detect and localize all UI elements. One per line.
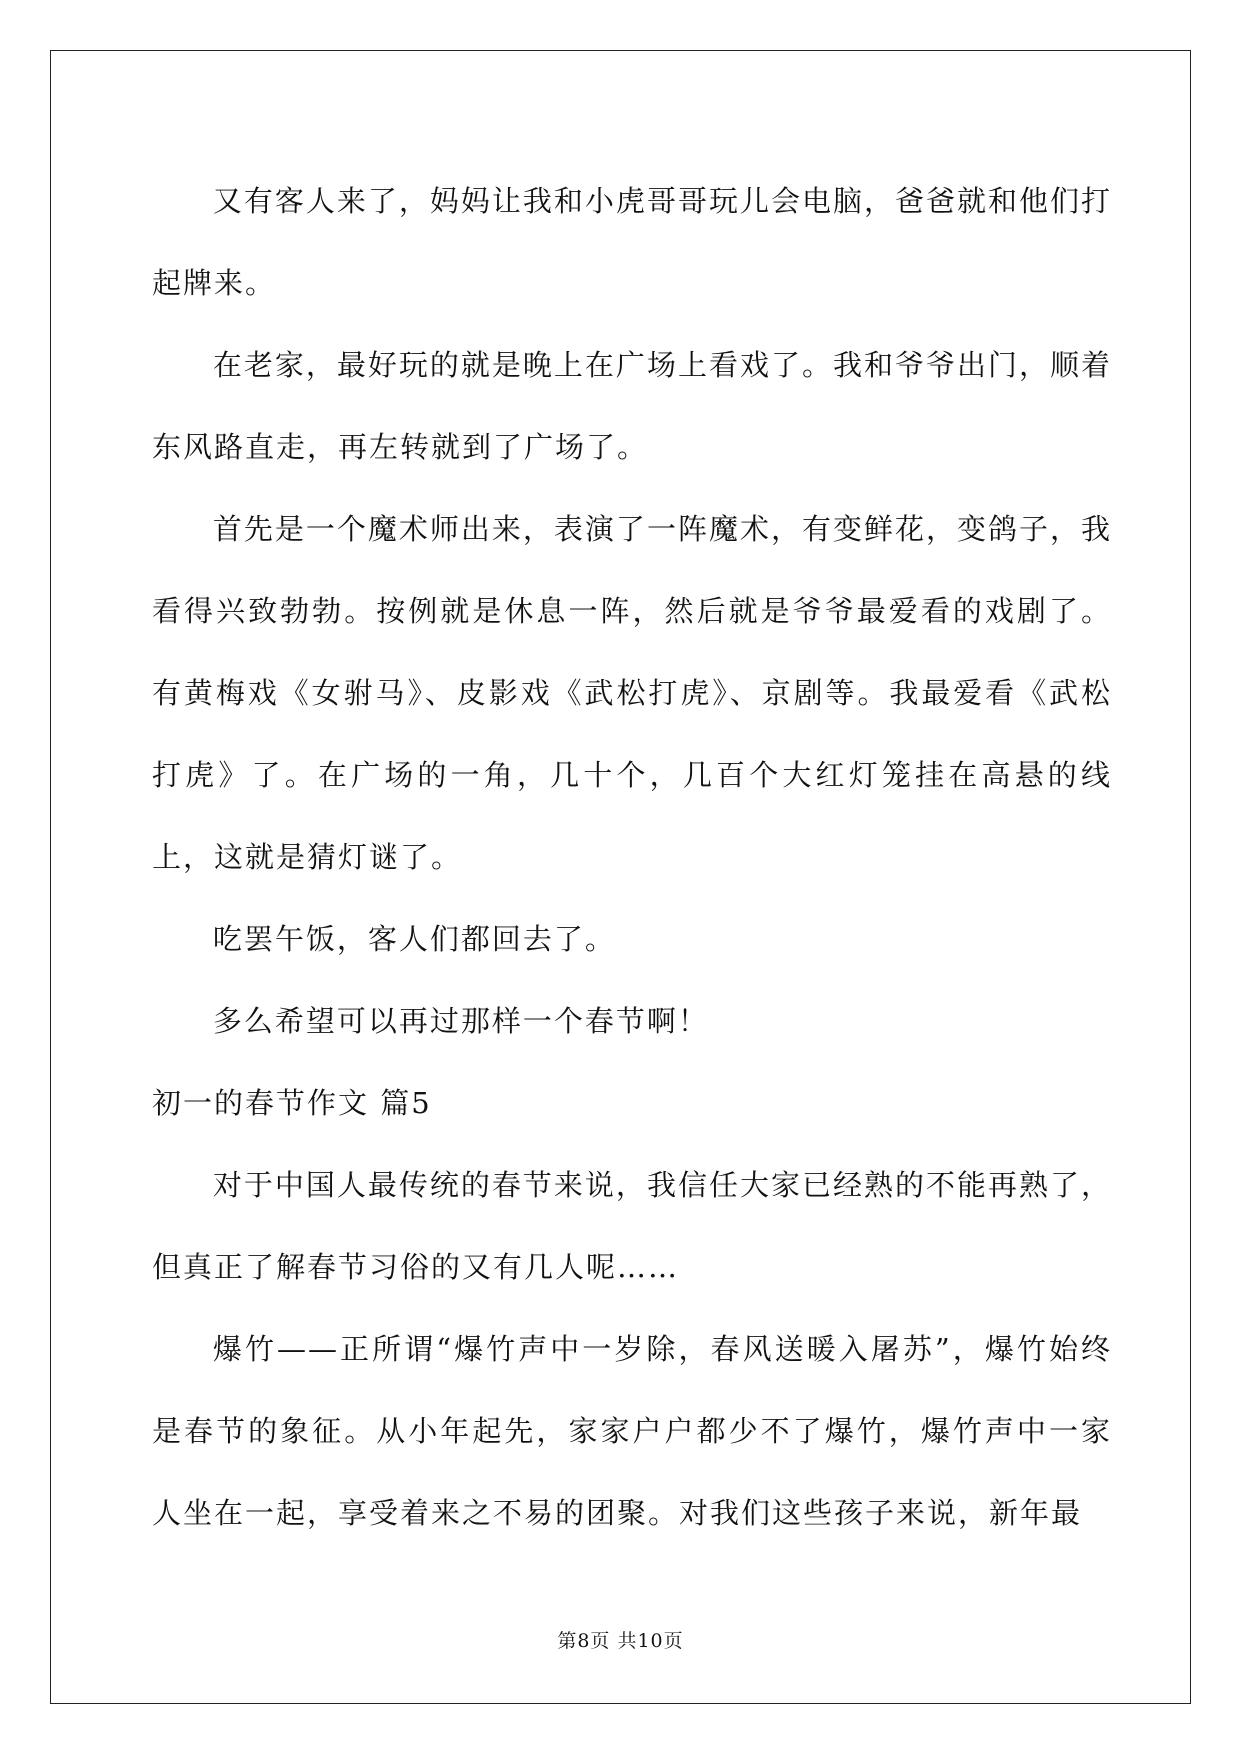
paragraph-4: 吃罢午饭，客人们都回去了。	[212, 922, 616, 956]
document-body	[152, 160, 1112, 1554]
page-number-footer: 第8页 共10页	[557, 1630, 684, 1652]
paragraph-3: 首先是一个魔术师出来，表演了一阵魔术，有变鲜花，变鸽子，我看得兴致勃勃。按例就是休息一阵，然后就是爷爷最爱看的戏剧了。有黄梅戏《女驸马》、皮影戏《武松打虎》、京剧等。我最爱看《武松打虎》了。在广场的一角，几十个，几百个大红灯笼挂在高悬的线上，这就是猜灯谜了。	[152, 512, 1112, 874]
paragraph-1: 又有客人来了，妈妈让我和小虎哥哥玩儿会电脑，爸爸就和他们打起牌来。	[152, 184, 1112, 300]
section-heading: 初一的春节作文 篇5	[152, 1086, 432, 1120]
paragraph-2: 在老家，最好玩的就是晚上在广场上看戏了。我和爷爷出门，顺着东风路直走，再左转就到了广场了。	[152, 348, 1112, 464]
paragraph-5: 多么希望可以再过那样一个春节啊！	[212, 1004, 709, 1038]
paragraph-6: 对于中国人最传统的春节来说，我信任大家已经熟的不能再熟了，但真正了解春节习俗的又有几人呢……	[152, 1168, 1112, 1284]
paragraph-7: 爆竹——正所谓“爆竹声中一岁除，春风送暖入屠苏”，爆竹始终是春节的象征。从小年起先，家家户户都少不了爆竹，爆竹声中一家人坐在一起，享受着来之不易的团聚。对我们这些孩子来说，新年最	[152, 1332, 1112, 1530]
